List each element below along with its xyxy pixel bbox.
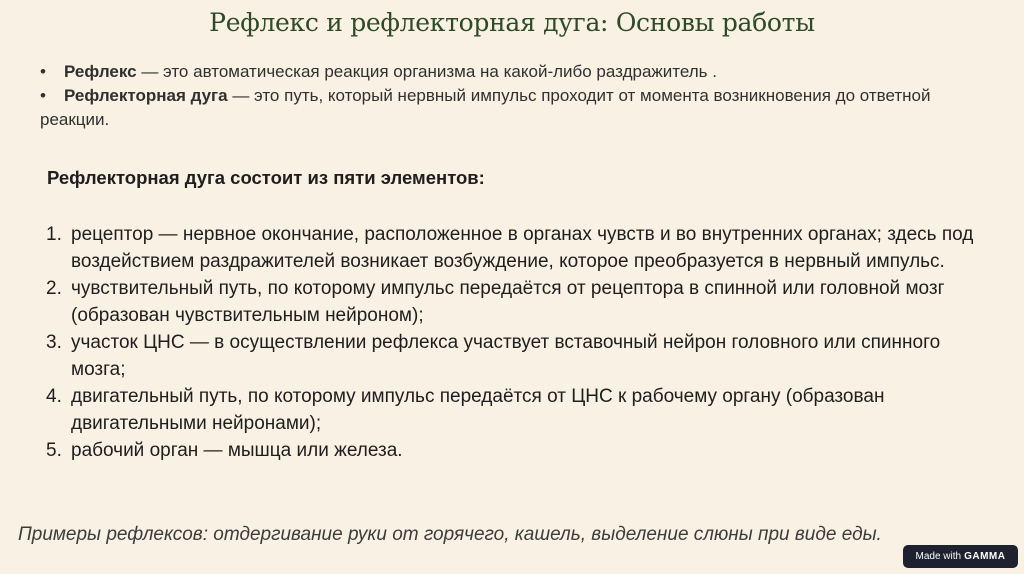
- item-number: 3.: [46, 332, 62, 353]
- list-item: [46, 329, 996, 383]
- item-text: рецептор — нервное окончание, расположенное в органах чувств и во внутренних органах; здесь под воздействием раздражителей возникает возбуждение, которое преобразуется в нервный импульс.: [71, 224, 974, 272]
- page-title: Рефлекс и рефлекторная дуга: Основы работы: [209, 8, 815, 37]
- made-with-gamma-badge[interactable]: [903, 545, 1018, 568]
- definition-text: — это автоматическая реакция организма на какой-либо раздражитель .: [136, 62, 717, 81]
- badge-prefix: Made with: [915, 551, 962, 562]
- list-item: [46, 437, 996, 464]
- gamma-logo: GAMMA: [964, 551, 1006, 562]
- item-number: 4.: [46, 386, 62, 407]
- item-text: чувствительный путь, по которому импульс передаётся от рецептора в спинной или головной мозг (образован чувствительным нейроном);: [71, 278, 945, 326]
- definition-term: Рефлекс: [64, 62, 137, 81]
- item-number: 2.: [46, 278, 62, 299]
- list-item: [46, 275, 996, 329]
- examples-text: Примеры рефлексов: отдергивание руки от горячего, кашель, выделение слюны при виде еды.: [18, 524, 882, 545]
- definitions: [40, 60, 980, 132]
- elements-heading: Рефлекторная дуга состоит из пяти элементов:: [47, 167, 485, 188]
- item-number: 5.: [46, 440, 62, 461]
- bullet-icon: •: [40, 86, 46, 105]
- item-text: участок ЦНС — в осуществлении рефлекса участвует вставочный нейрон головного или спинного мозга;: [71, 332, 941, 380]
- list-item: [46, 221, 996, 275]
- item-number: 1.: [46, 224, 62, 245]
- item-text: рабочий орган — мышца или железа.: [71, 440, 403, 461]
- item-text: двигательный путь, по которому импульс передаётся от ЦНС к рабочему органу (образован двигательными нейронами);: [71, 386, 885, 434]
- definition-reflex: [40, 60, 980, 84]
- definition-text: — это путь, который нервный импульс проходит от момента возникновения до ответной реакции.: [40, 86, 931, 129]
- bullet-icon: •: [40, 62, 46, 81]
- definition-reflex-arc: [40, 84, 980, 132]
- elements-list: [46, 221, 996, 464]
- definition-term: Рефлекторная дуга: [64, 86, 228, 105]
- list-item: [46, 383, 996, 437]
